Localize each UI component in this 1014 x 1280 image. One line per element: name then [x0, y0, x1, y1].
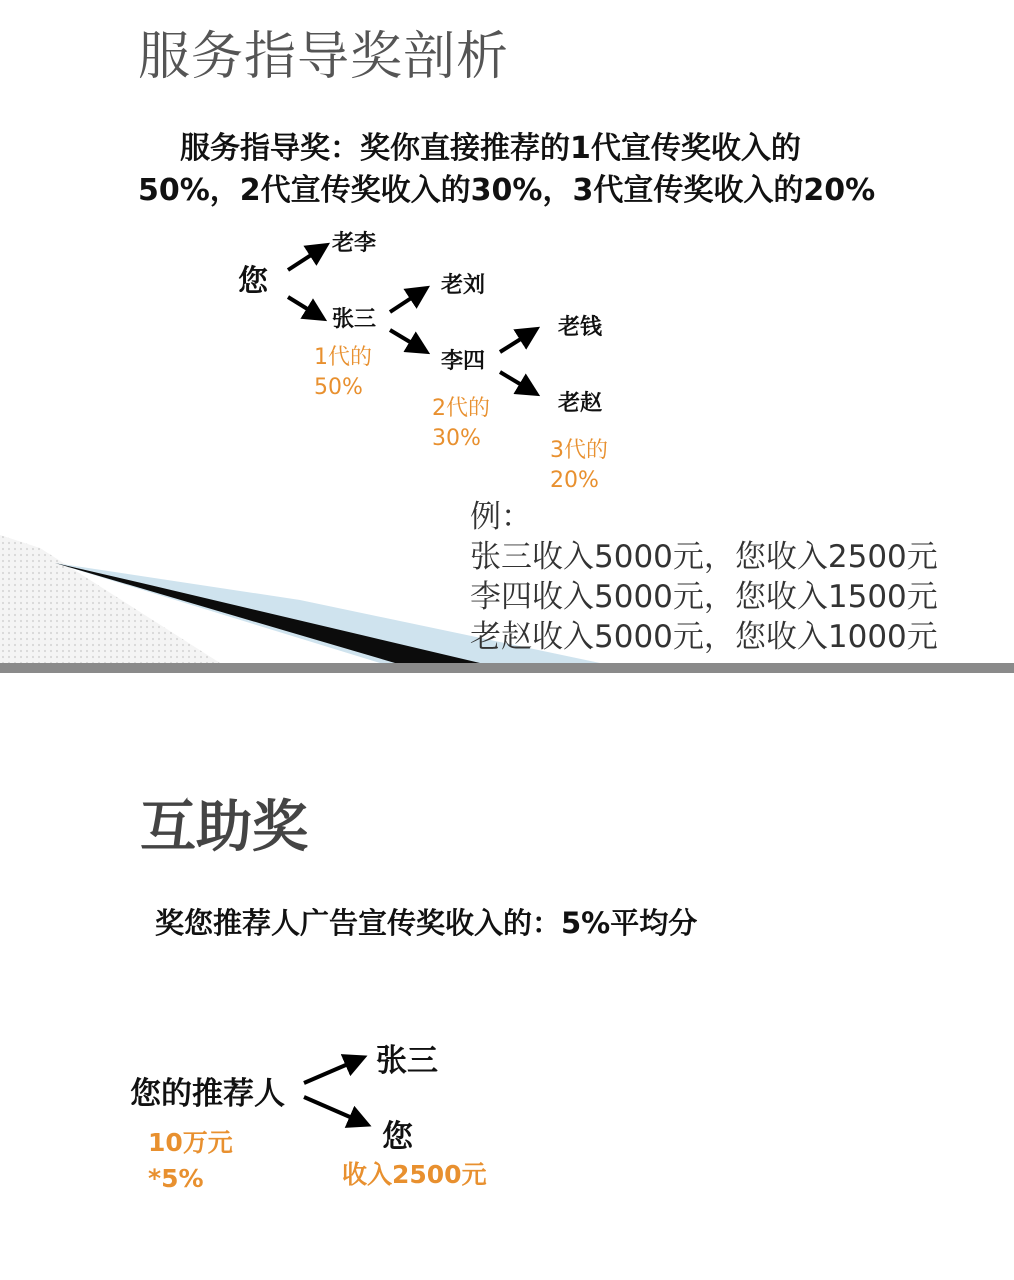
- example-line: 老赵收入5000元，您收入1000元: [470, 619, 938, 655]
- gen1-line2: 50%: [314, 375, 363, 400]
- arrow-to-lisi: [390, 330, 425, 351]
- tree-root-referrer: 您的推荐人: [130, 1076, 285, 1112]
- example-block: [470, 497, 938, 657]
- tree-node-zhangsan: 张三: [332, 307, 377, 332]
- tree-node-laoli: 老李: [332, 231, 377, 256]
- slide-mutual-aid: [0, 673, 1014, 1280]
- tree-node-laozhao: 老赵: [558, 391, 603, 416]
- page-title: 互助奖: [140, 795, 308, 860]
- gen3-label: [550, 436, 608, 496]
- arrow-to-laoliu: [390, 289, 425, 312]
- gen3-line1: 3代的: [550, 438, 608, 463]
- tree-root-you: 您: [238, 264, 268, 299]
- tree-node-laoqian: 老钱: [558, 315, 603, 340]
- arrow-to-zhangsan: [288, 297, 322, 318]
- gen2-label: [432, 394, 490, 454]
- arrow-to-laozhao: [500, 372, 535, 393]
- slide-divider: [0, 663, 1014, 673]
- tree-node-you: 您: [382, 1119, 413, 1155]
- referrer-amount-note: [148, 1125, 233, 1197]
- arrow-to-zhangsan: [304, 1058, 362, 1083]
- description-text: 服务指导奖：奖你直接推荐的1代宣传奖收入的50%，2代宣传奖收入的30%，3代宣传奖收入的20%: [138, 131, 876, 208]
- note-line2: *5%: [148, 1164, 204, 1193]
- arrow-to-laoqian: [500, 330, 535, 352]
- example-line: 张三收入5000元，您收入2500元: [470, 539, 938, 575]
- subtitle-text: 奖您推荐人广告宣传奖收入的：5%平均分: [155, 906, 698, 940]
- gen3-line2: 20%: [550, 468, 599, 493]
- note-line1: 10万元: [148, 1128, 233, 1157]
- gen2-line1: 2代的: [432, 396, 490, 421]
- gen2-line2: 30%: [432, 426, 481, 451]
- page-title: 服务指导奖剖析: [138, 27, 510, 87]
- tree-node-laoliu: 老刘: [441, 273, 486, 298]
- tree-node-zhangsan: 张三: [376, 1043, 438, 1079]
- gen1-label: [314, 343, 372, 403]
- arrow-to-you: [304, 1097, 366, 1124]
- your-income-note: 收入2500元: [342, 1160, 487, 1189]
- example-heading: 例：: [470, 499, 532, 535]
- tree-node-lisi: 李四: [441, 349, 486, 374]
- example-line: 李四收入5000元，您收入1500元: [470, 579, 938, 615]
- arrow-to-laoli: [288, 246, 325, 270]
- gen1-line1: 1代的: [314, 345, 372, 370]
